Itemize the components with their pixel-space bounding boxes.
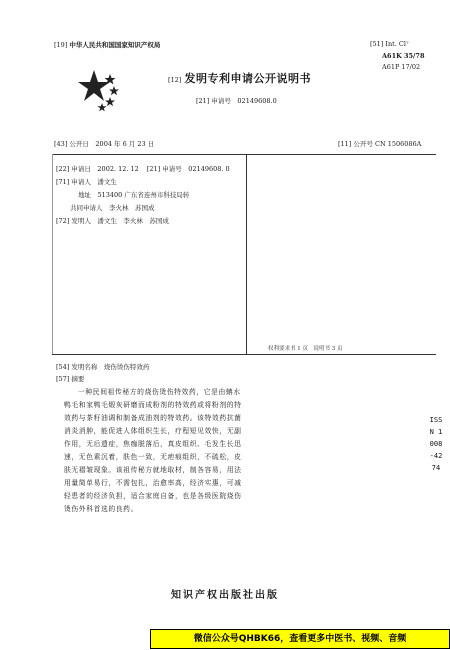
side-issn-code: ISSN 1008-4274 xyxy=(429,416,443,472)
wechat-banner: 微信公众号QHBK66，查看更多中医书、视频、音频 xyxy=(150,629,450,649)
abstract-label: [57] 摘要 xyxy=(56,375,85,383)
divider-vertical xyxy=(246,154,247,354)
ipc-secondary: A61P 17/02 xyxy=(382,63,421,71)
divider-middle xyxy=(52,354,436,355)
invention-title-row: [54] 发明名称 烧伤烫伤特效药 xyxy=(56,363,150,371)
publication-date: [43] 公开日 2004 年 6 月 23 日 xyxy=(54,140,155,148)
document-type: [12] 发明专利申请公开说明书 xyxy=(168,72,312,85)
address-row: 地址 513400 广东省连州市科技局转 xyxy=(78,191,190,199)
application-number-header: [21] 申请号 02149608.0 xyxy=(196,97,277,105)
divider-left xyxy=(52,154,53,354)
inventor-row: [72] 发明人 潘文生 李火林 苏国成 xyxy=(56,217,169,225)
claims-pages-note: 权利要求书 1 页 说明书 3 页 xyxy=(268,346,343,352)
publication-number: [11] 公开号 CN 1506086A xyxy=(338,140,422,148)
applicant-row: [71] 申请人 潘文生 xyxy=(56,178,117,186)
publisher: 知识产权出版社出版 xyxy=(171,590,279,601)
office-name: [19] 中华人民共和国国家知识产权局 xyxy=(54,41,161,49)
abstract-text: 一种民间祖传秘方的烧伤烫伤特效药，它是由蚺水鸭毛和家鸭毛煅灰研磨而成粉剂的特效药或将粉剂的特效药与茶籽油调和制备成油剂的特效药。该特效药抗菌消炎消肿，能促进人体组织生长，疗程短见效快，无副作用，无后遗症，焦痂脱落后，真皮组织、毛发生长迅速，无色素沉着，肤色一致，无疤痕组织，不硫松，皮肤无褶皱现象。该祖传秘方就地取材，制各容易，用法用量简单易行，不需包扎，治愈率高，经济实惠，可减轻患者的经济负担，适合家庭自备，也是各级医院烧伤烫伤外科首选的良药。 xyxy=(64,388,242,513)
co-applicant-row: 共同申请人 李火林 苏国成 xyxy=(70,204,155,212)
divider-top xyxy=(52,154,436,155)
ipc-label: [51] Int. Cl⁷ xyxy=(370,40,409,48)
filing-date-row: [22] 申请日 2002. 12. 12 [21] 申请号 02149608. 0 xyxy=(56,165,230,173)
ipc-main: A61K 35/78 xyxy=(382,52,425,60)
national-emblem-stars-icon xyxy=(76,68,120,112)
